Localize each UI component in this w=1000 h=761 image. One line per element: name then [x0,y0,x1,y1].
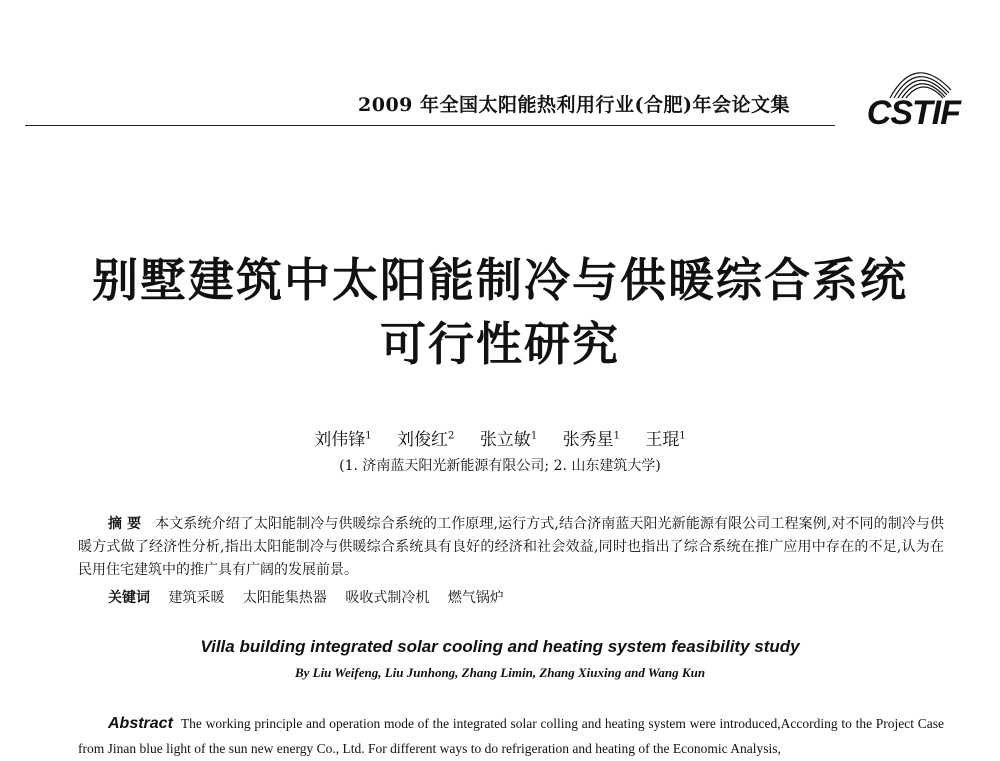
english-authors: By Liu Weifeng, Liu Junhong, Zhang Limin, Zhang Xiuxing and Wang Kun [294,665,706,680]
keyword: 吸收式制冷机 [345,590,430,606]
logo-text: CSTIF [866,94,960,132]
keyword: 建筑采暖 [168,590,225,606]
author: 刘伟锋$^1$ [314,429,372,450]
abstract-cn-label: 摘 要 [108,516,142,532]
author-list [0,424,1000,452]
author: 刘俊红$^2$ [397,429,455,450]
chinese-abstract [78,513,944,582]
abstract-en-label: Abstract [108,715,173,732]
abstract-cn-text: 本文系统介绍了太阳能制冷与供暖综合系统的工作原理,运行方式,结合济南蓝天阳光新能源有限公司工程案例,对不同的制冷与供暖方式做了经济性分析,指出太阳能制冷与供暖综合系统具有良好的经济和社会效益,同时也指出了综合系统在推广应用中存在的不足,认为在民用住宅建筑中的推广具有广阔的发展前景。 [78,516,944,578]
keyword: 燃气锅炉 [447,590,504,606]
author: 张立敏$^1$ [479,429,538,450]
header-rule [25,125,835,126]
title-line-2: 可行性研究 [380,317,620,371]
chinese-keywords [108,587,944,609]
title-line-1: 别墅建筑中太阳能制冷与供暖综合系统 [92,253,908,307]
author: 王琨$^1$ [645,429,686,450]
keywords-label: 关键词 [108,590,150,606]
paper-title [0,248,1000,376]
affiliation: (1. 济南蓝天阳光新能源有限公司; 2. 山东建筑大学) [339,458,661,474]
keyword: 太阳能集热器 [242,590,327,606]
cstif-logo [850,60,960,130]
english-abstract [78,711,944,761]
page-header [20,70,960,130]
author: 张秀星$^1$ [562,429,620,450]
conference-title: 2009 年全国太阳能热利用行业(合肥)年会论文集 [358,94,790,116]
english-title: Villa building integrated solar cooling and heating system feasibility study [200,637,800,656]
abstract-en-text: The working principle and operation mode of the integrated solar colling and heating system were introduced,According to the Project Case from Jinan blue light of the sun new energy Co., Ltd. For different ways to do refrigeration and heating of the Economic Analysis, [78,716,944,756]
